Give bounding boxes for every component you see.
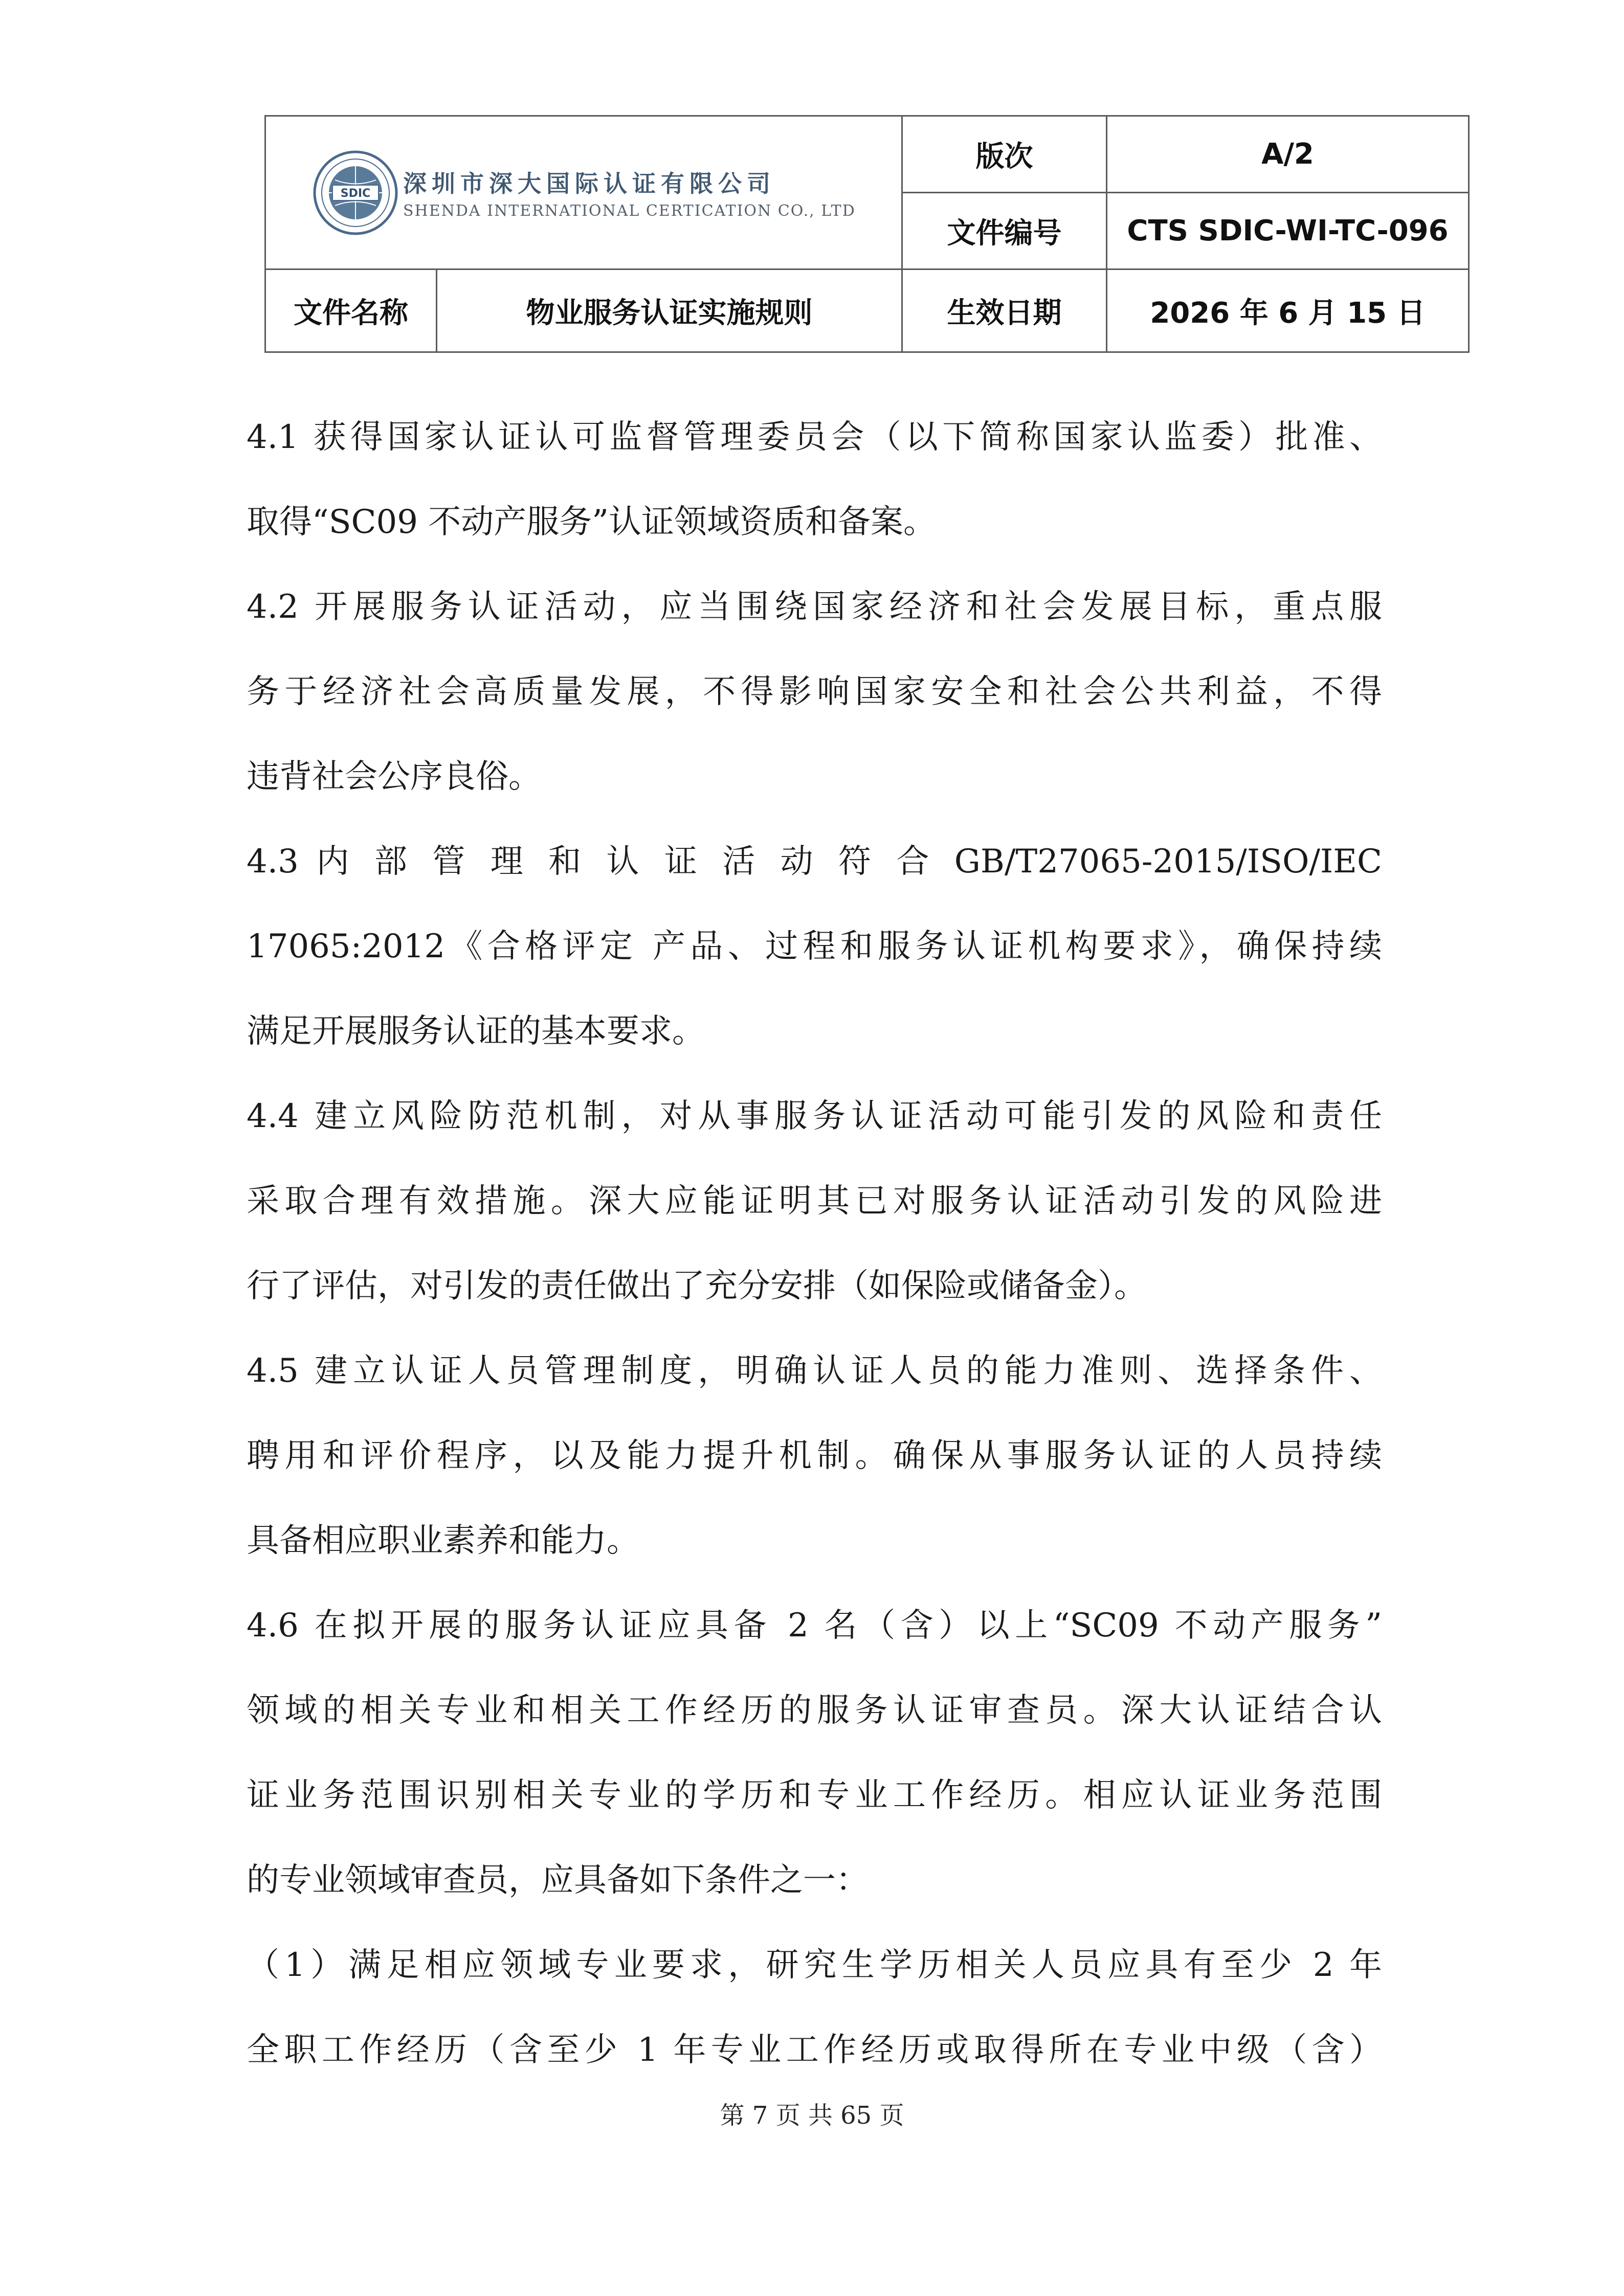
text-line: 4.3 内 部 管 理 和 认 证 活 动 符 合 GB/T27065-2015/ISO/IEC: [247, 843, 1382, 881]
company-name-cn: 深圳市深大国际认证有限公司: [403, 170, 775, 197]
doc-name-label: 文件名称: [265, 269, 437, 352]
version-label: 版次: [902, 116, 1107, 193]
text-line: 采取合理有效措施。深大应能证明其已对服务认证活动引发的风险进: [247, 1182, 1382, 1220]
text-line: 4.1 获得国家认证认可监督管理委员会（以下简称国家认监委）批准、: [247, 418, 1382, 456]
text-line: 领域的相关专业和相关工作经历的服务认证审查员。深大认证结合认: [247, 1692, 1382, 1729]
doc-name-value: 物业服务认证实施规则: [437, 269, 902, 352]
clause-4-2: [247, 565, 1382, 819]
clause-4-6: [247, 1583, 1382, 1923]
page-number: 第 7 页 共 65 页: [720, 2101, 904, 2130]
effective-date-value: 2026 年 6 月 15 日: [1107, 269, 1469, 352]
text-line: 的专业领域审查员，应具备如下条件之一：: [247, 1861, 869, 1899]
version-value: A/2: [1107, 116, 1469, 193]
text-line: 17065:2012《合格评定 产品、过程和服务认证机构要求》，确保持续: [247, 928, 1382, 965]
text-line: 4.4 建立风险防范机制，对从事服务认证活动可能引发的风险和责任: [247, 1097, 1382, 1135]
clause-4-5: [247, 1329, 1382, 1583]
text-line: 4.2 开展服务认证活动，应当围绕国家经济和社会发展目标，重点服: [247, 588, 1382, 626]
doc-number-label: 文件编号: [902, 193, 1107, 269]
clause-4-6-item-1: [247, 1923, 1382, 2092]
text-line: 满足开展服务认证的基本要求。: [247, 1012, 705, 1050]
text-line: 4.6 在拟开展的服务认证应具备 2 名（含）以上“SC09 不动产服务”: [247, 1607, 1382, 1645]
company-logo-cell: [265, 116, 902, 269]
clause-4-3: [247, 819, 1382, 1074]
clause-4-1: [247, 395, 1382, 565]
document-body: [247, 395, 1382, 2092]
text-line: 违背社会公序良俗。: [247, 758, 541, 796]
text-line: 聘用和评价程序，以及能力提升机制。确保从事服务认证的人员持续: [247, 1437, 1382, 1475]
text-line: 全职工作经历（含至少 1 年专业工作经历或取得所在专业中级（含）: [247, 2031, 1382, 2069]
text-line: 取得“SC09 不动产服务”认证领域资质和备案。: [247, 503, 937, 541]
document-header-table: [264, 115, 1470, 353]
text-line: 行了评估，对引发的责任做出了充分安排（如保险或储备金）。: [247, 1267, 1147, 1305]
company-name-en: SHENDA INTERNATIONAL CERTICATION CO., LTD: [403, 202, 856, 220]
seal-text: SDIC: [340, 187, 371, 200]
clause-4-4: [247, 1074, 1382, 1329]
text-line: 务于经济社会高质量发展，不得影响国家安全和社会公共利益，不得: [247, 673, 1382, 711]
doc-number-value: CTS SDIC-WI-TC-096: [1107, 193, 1469, 269]
company-seal-icon: [312, 149, 399, 236]
effective-date-label: 生效日期: [902, 269, 1107, 352]
text-line: （1）满足相应领域专业要求，研究生学历相关人员应具有至少 2 年: [247, 1946, 1382, 1984]
text-line: 证业务范围识别相关专业的学历和专业工作经历。相应认证业务范围: [247, 1776, 1382, 1814]
text-line: 4.5 建立认证人员管理制度，明确认证人员的能力准则、选择条件、: [247, 1352, 1382, 1390]
text-line: 具备相应职业素养和能力。: [247, 1522, 639, 1560]
